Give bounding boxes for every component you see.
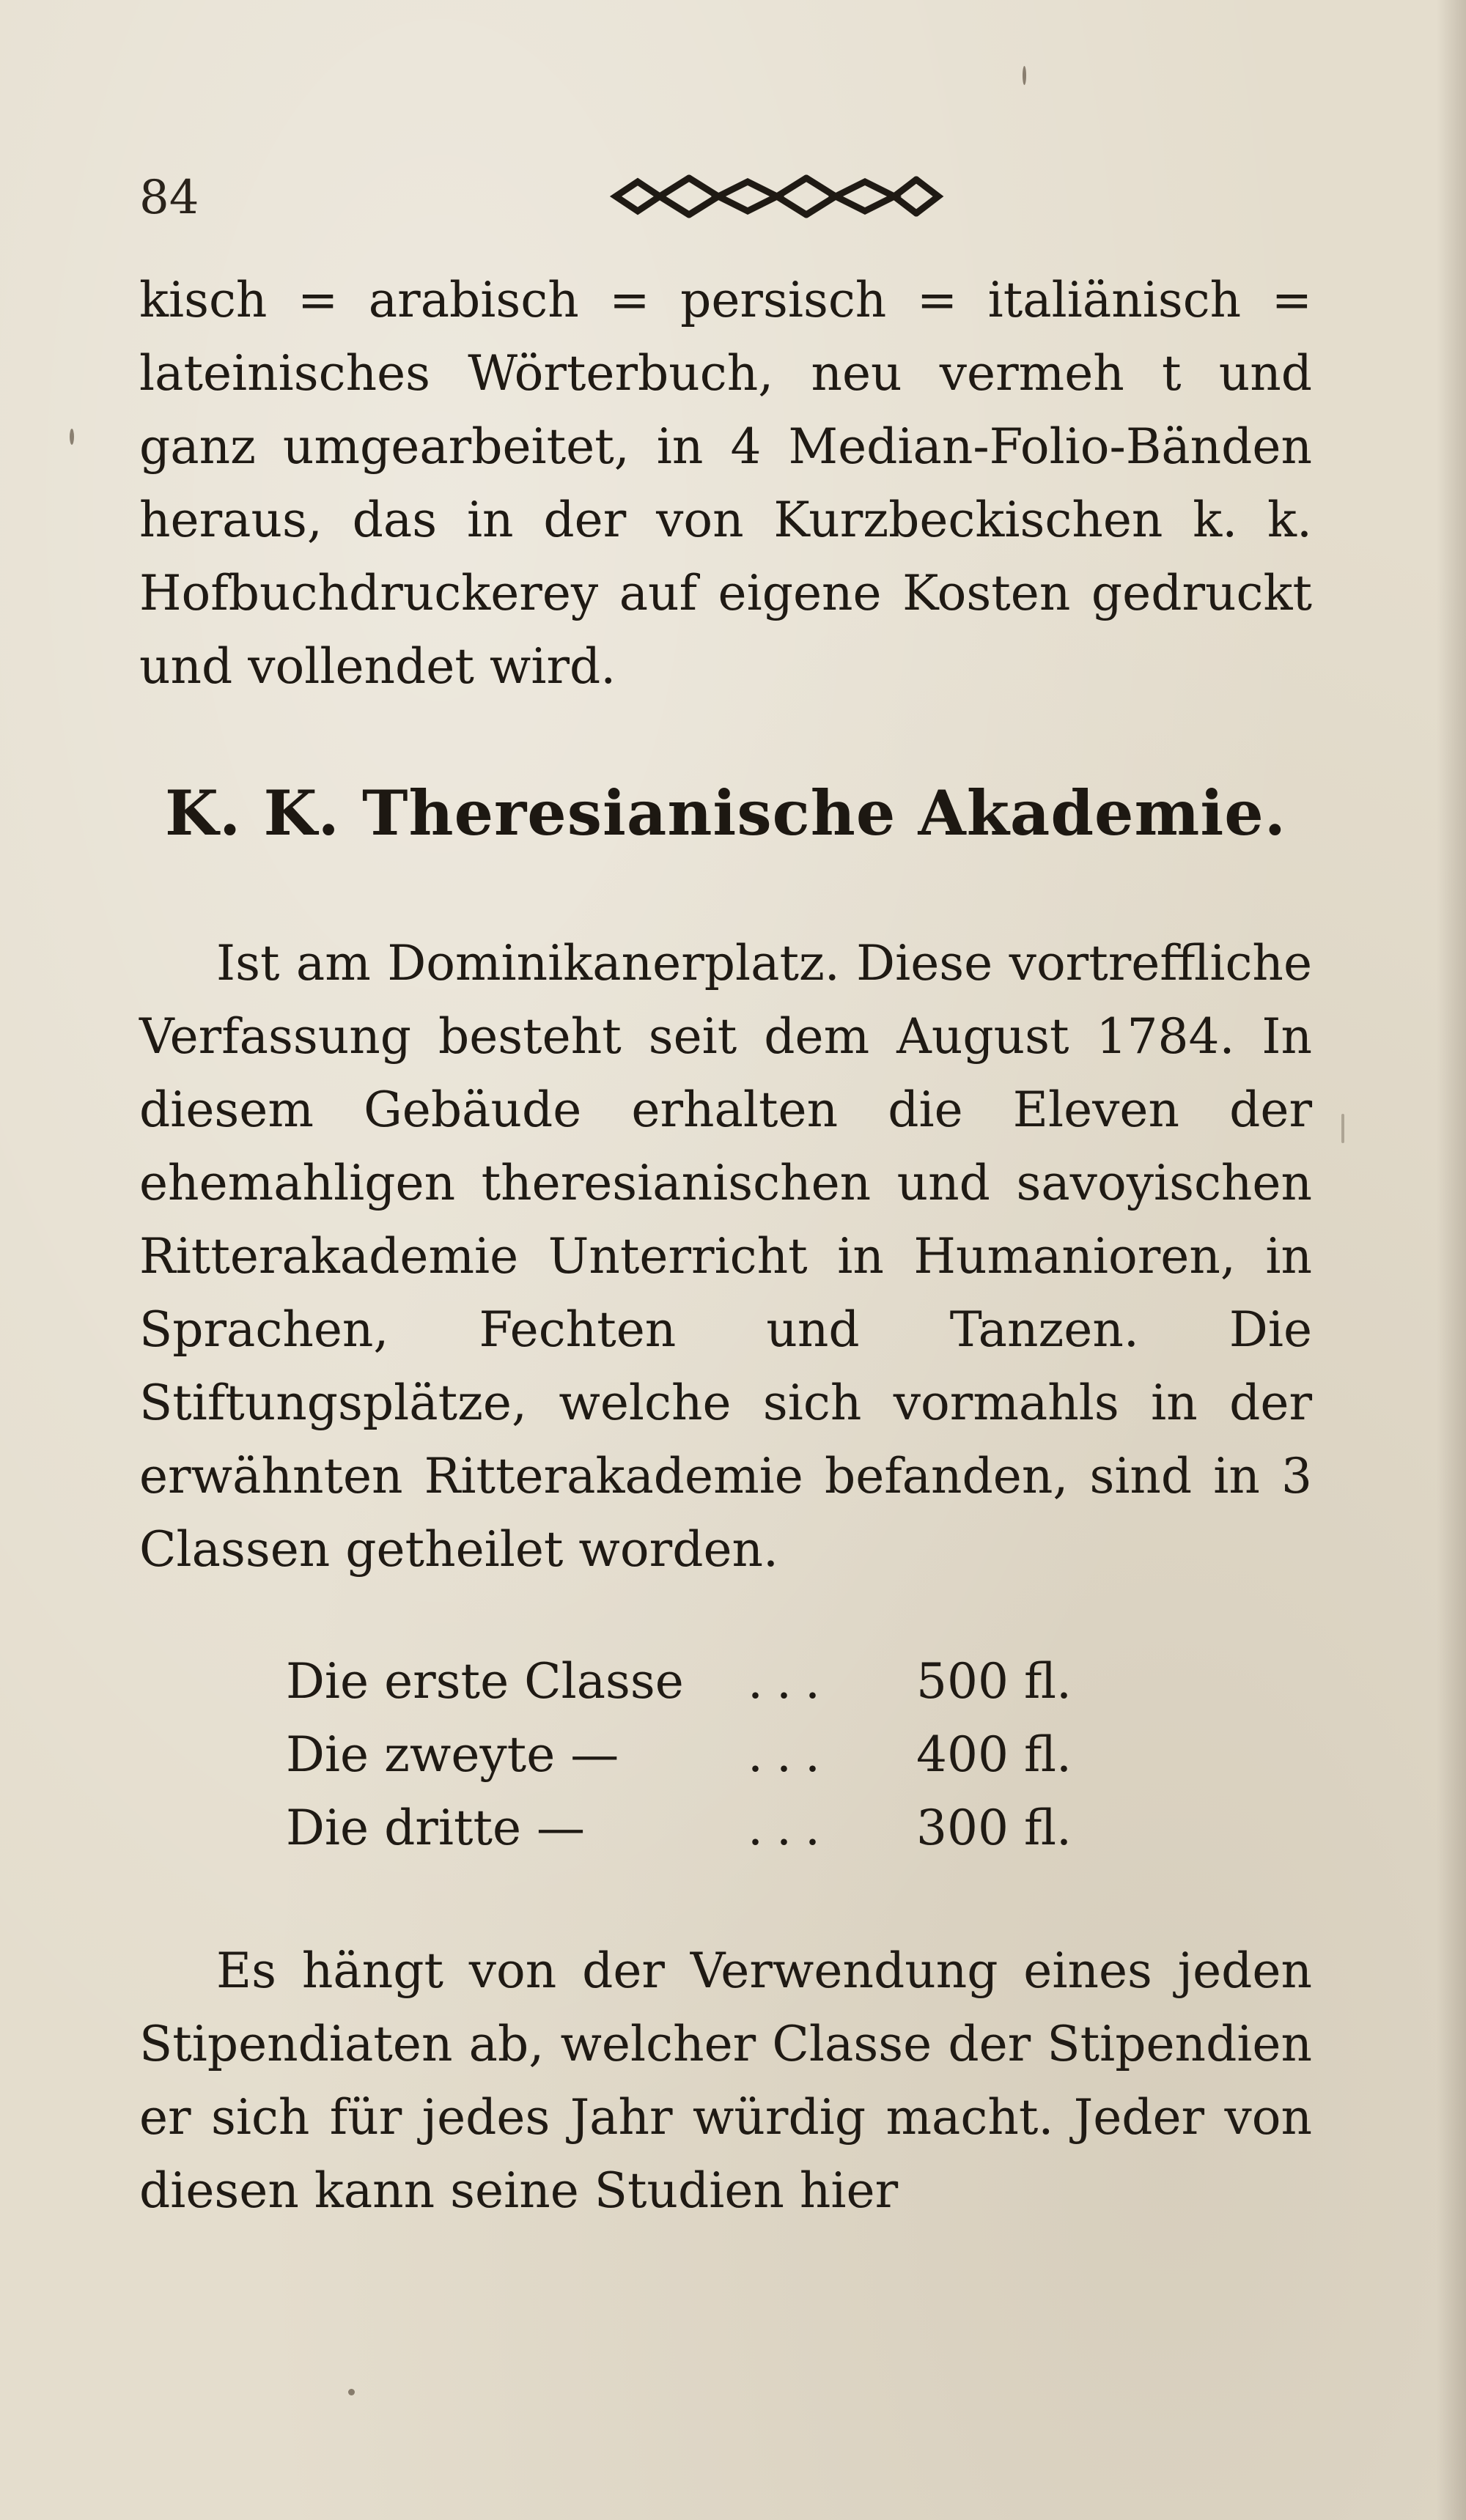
class-row xyxy=(286,1645,1239,1718)
section-heading: K. K. Theresianische Akademie. xyxy=(165,777,1286,849)
class-row xyxy=(286,1718,1239,1792)
class-amount: 500 fl. xyxy=(916,1653,1072,1710)
page-header xyxy=(139,165,1312,231)
header-ornament-icon xyxy=(608,171,946,222)
paper-speck xyxy=(348,2389,355,2395)
paragraph-stipends: Es hängt von der Verwendung eines jeden Stipendiaten ab, welcher Classe der Stipendien er sich für jedes Jahr würdig macht. Jeder von diesen kann seine Studien hier xyxy=(139,1943,1312,2219)
class-row xyxy=(286,1792,1239,1865)
paper-speck xyxy=(1023,66,1026,85)
class-name: Die erste Classe xyxy=(286,1653,684,1710)
class-fee-list xyxy=(286,1645,1239,1865)
paper-speck xyxy=(1341,1114,1344,1143)
class-name: Die dritte — xyxy=(286,1800,586,1856)
page-number: 84 xyxy=(139,171,199,225)
paragraph-continued: kisch = arabisch = persisch = italiänisch = lateinisches Wörterbuch, neu vermeh t und ganz umgearbeitet, in 4 Median-Folio-Bänden heraus, das in der von Kurzbeckischen k. k. Hofbuchdruckerey auf eigene Kosten gedruckt und vollendet wird. xyxy=(139,272,1312,695)
page-edge-shadow xyxy=(1437,0,1466,2520)
paper-speck xyxy=(70,429,74,445)
paragraph-academy: Ist am Dominikanerplatz. Diese vortreffliche Verfassung besteht seit dem August 1784. In diesem Gebäude erhalten die Eleven der ehemahligen theresianischen und savoyischen Ritterakademie Unterricht in Humanioren, in Sprachen, Fechten und Tanzen. Die Stiftungsplätze, welche sich vormahls in der erwähnten Ritterakademie befanden, sind in 3 Classen getheilet worden. xyxy=(139,935,1312,1578)
class-amount: 300 fl. xyxy=(916,1800,1072,1856)
class-amount: 400 fl. xyxy=(916,1726,1072,1783)
leader-dots: ... xyxy=(748,1800,833,1856)
leader-dots: ... xyxy=(748,1726,833,1783)
class-name: Die zweyte — xyxy=(286,1726,619,1783)
leader-dots: ... xyxy=(748,1653,833,1710)
